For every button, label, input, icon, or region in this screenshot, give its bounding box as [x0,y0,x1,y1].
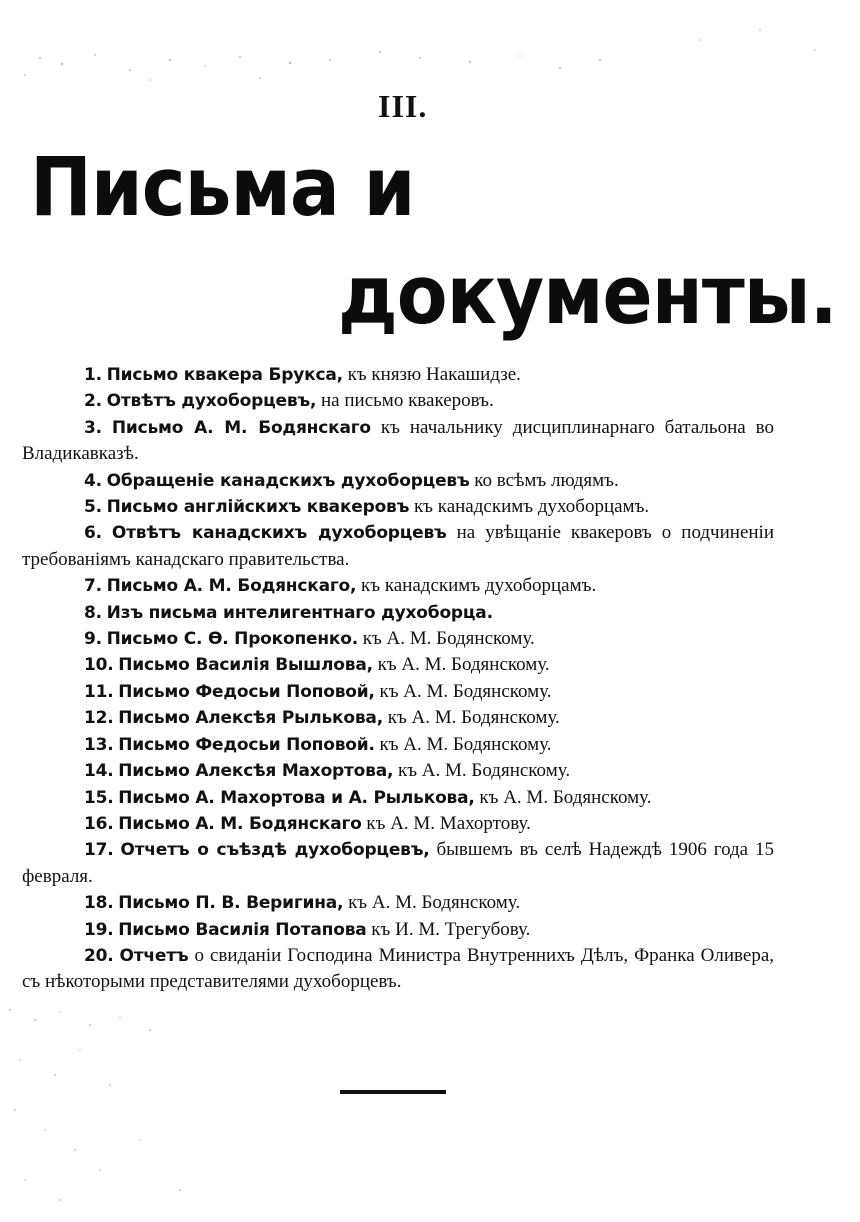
list-item [22,705,774,731]
section-number: III. [378,88,428,124]
item-number: 3. [84,417,102,438]
list-item [22,494,774,520]
list-item [22,573,774,599]
item-description: къ А. М. Бодянскому. [379,680,552,702]
item-number: 4. [84,470,102,491]
item-heading: Письмо Василія Вышлова, [118,655,373,676]
item-number: 16. [84,813,114,834]
item-number: 12. [84,708,114,729]
item-number: 2. [84,391,102,412]
item-heading: Отвѣтъ духоборцевъ, [106,391,317,412]
item-heading: Письмо А. М. Бодянскаго [111,417,371,438]
item-heading: Отчетъ [119,945,189,966]
item-number: 18. [84,893,114,914]
item-heading: Письмо Василія Потапова [118,919,367,940]
item-description: о свиданіи Господина Министра Внутреннихъ Дѣлъ, Франка Оливера, съ нѣкоторыми представителями духоборцевъ. [22,944,775,993]
list-item [22,362,774,388]
item-number: 11. [84,681,114,702]
item-heading: Письмо П. В. Веригина, [118,893,344,914]
item-description: къ А. М. Бодянскому. [348,892,521,914]
item-description: къ канадскимъ духоборцамъ. [413,496,650,518]
list-item [22,837,774,890]
paper-speckle-bottom [0,990,400,1222]
item-heading: Письмо Федосьи Поповой, [118,681,375,702]
list-item [22,758,774,784]
item-number: 19. [84,919,114,940]
list-item [22,415,774,468]
item-heading: Отвѣтъ канадскихъ духоборцевъ [111,523,447,544]
list-item [22,943,774,996]
item-number: 1. [84,365,102,385]
paper-speckle-top [0,0,860,120]
item-description: къ И. М. Трегубову. [371,918,531,940]
item-heading: Письмо С. Ѳ. Прокопенко. [106,629,358,650]
list-item [22,468,774,494]
end-rule [340,1090,446,1094]
list-item [22,917,774,943]
item-description: къ А. М. Махортову. [366,812,531,834]
item-number: 13. [84,734,114,755]
item-description: къ А. М. Бодянскому. [379,733,552,755]
item-description: къ А. М. Бодянскому. [398,760,571,782]
item-description: ко всѣмъ людямъ. [474,469,619,491]
item-heading: Письмо Алексѣя Махортова, [118,761,394,782]
item-description: на письмо квакеровъ. [321,390,494,412]
item-heading: Изъ письма интелигентнаго духоборца. [106,602,493,623]
item-description: къ А. М. Бодянскому. [387,707,560,729]
item-description: къ А. М. Бодянскому. [479,786,652,808]
item-description: къ князю Накашидзе. [347,364,521,385]
title-line-1: Письма и [30,140,415,235]
item-number: 6. [84,523,102,544]
list-item [22,785,774,811]
list-item [22,626,774,652]
item-heading: Обращеніе канадскихъ духоборцевъ [106,470,470,491]
item-number: 5. [84,497,102,518]
item-heading: Письмо А. М. Бодянскаго, [106,576,357,597]
item-number: 20. [84,945,114,966]
item-heading: Письмо А. М. Бодянскаго [118,813,362,834]
list-item [22,890,774,916]
title-line-2: документы. [338,248,837,343]
table-of-contents [22,362,774,996]
item-description: бывшемъ въ селѣ Надеждѣ 1906 года 15 февраля. [22,839,775,887]
list-item [22,652,774,678]
list-item [22,811,774,837]
item-heading: Письмо англійскихъ квакеровъ [106,497,410,518]
item-number: 15. [84,787,114,808]
list-item [22,732,774,758]
item-number: 14. [84,761,114,782]
item-heading: Письмо Алексѣя Рылькова, [118,708,383,729]
list-item [22,600,774,626]
item-description: на увѣщаніе квакеровъ о подчиненіи требованіямъ канадскаго правительства. [22,522,774,570]
item-description: къ А. М. Бодянскому. [377,654,550,676]
item-heading: Письмо Федосьи Поповой. [118,734,375,755]
item-heading: Письмо А. Махортова и А. Рылькова, [118,787,475,808]
item-description: къ начальнику дисциплинарнаго батальона во Владикавказѣ. [22,416,774,465]
list-item [22,520,774,573]
item-number: 17. [84,840,114,861]
item-number: 9. [84,629,102,650]
item-number: 8. [84,602,102,623]
item-description: къ А. М. Бодянскому. [362,628,535,650]
item-heading: Письмо квакера Брукса, [106,365,343,385]
item-number: 10. [84,655,114,676]
item-heading: Отчетъ о съѣздѣ духоборцевъ, [120,840,430,861]
item-number: 7. [84,576,102,597]
list-item [22,679,774,705]
list-item [22,388,774,414]
item-description: къ канадскимъ духоборцамъ. [361,575,597,597]
